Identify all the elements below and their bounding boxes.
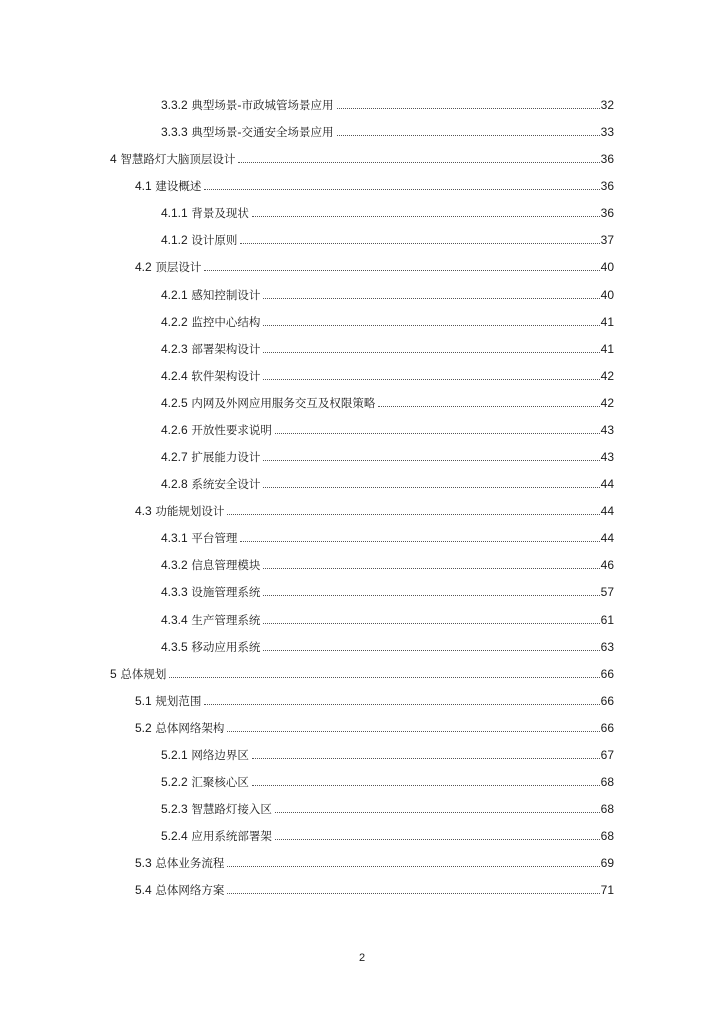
toc-entry-number: 4 [110, 152, 117, 166]
toc-entry-title: 建设概述 [155, 179, 202, 193]
toc-entry-label [135, 694, 203, 708]
dot-leader [204, 270, 599, 271]
dot-leader [263, 650, 599, 651]
toc-entry-label [161, 450, 262, 464]
toc-entry[interactable] [135, 717, 614, 735]
dot-leader [252, 758, 600, 759]
dot-leader [337, 135, 600, 136]
toc-entry-number: 5 [110, 667, 117, 681]
page-number: 2 [358, 952, 366, 964]
toc-entry-number: 4.3.2 [161, 558, 188, 572]
toc-entry-number: 4.2.3 [161, 342, 188, 356]
toc-entry-title: 信息管理模块 [191, 558, 261, 572]
toc-entry-title: 典型场景-交通安全场景应用 [191, 125, 334, 139]
dot-leader [227, 731, 599, 732]
toc-entry[interactable] [110, 663, 614, 681]
toc-entry-number: 4.2.8 [161, 477, 188, 491]
toc-entry-number: 4.2.1 [161, 288, 188, 302]
toc-entry-page: 43 [600, 450, 614, 464]
toc-entry-page: 32 [600, 98, 614, 112]
toc-entry-title: 功能规划设计 [155, 504, 225, 518]
dot-leader [275, 433, 600, 434]
toc-entry-title: 扩展能力设计 [191, 450, 261, 464]
toc-entry[interactable] [161, 202, 614, 220]
toc-entry[interactable] [161, 121, 614, 139]
toc-entry-title: 平台管理 [191, 531, 238, 545]
toc-entry[interactable] [161, 554, 614, 572]
toc-entry-title: 感知控制设计 [191, 288, 261, 302]
toc-entry-number: 4.2.2 [161, 315, 188, 329]
toc-entry-label [135, 883, 226, 897]
dot-leader [263, 623, 599, 624]
toc-entry[interactable] [161, 419, 614, 437]
toc-entry-page: 67 [600, 748, 614, 762]
dot-leader [204, 704, 599, 705]
toc-entry-label [161, 748, 251, 762]
toc-entry-page: 57 [600, 585, 614, 599]
toc-entry-title: 开放性要求说明 [191, 423, 272, 437]
dot-leader [263, 595, 599, 596]
toc-entry[interactable] [161, 365, 614, 383]
toc-entry[interactable] [161, 229, 614, 247]
toc-entry[interactable] [110, 148, 614, 166]
dot-leader [263, 379, 599, 380]
toc-entry[interactable] [135, 852, 614, 870]
toc-entry[interactable] [161, 338, 614, 356]
toc-entry-number: 3.3.3 [161, 125, 188, 139]
toc-entry-page: 46 [600, 558, 614, 572]
dot-leader [238, 162, 599, 163]
toc-entry-label [161, 829, 274, 843]
dot-leader [263, 568, 599, 569]
toc-entry-label [161, 233, 239, 247]
toc-entry[interactable] [135, 690, 614, 708]
dot-leader [263, 298, 599, 299]
toc-entry-number: 4.1.1 [161, 206, 188, 220]
toc-entry[interactable] [161, 581, 614, 599]
toc-entry-label [161, 585, 262, 599]
toc-entry-page: 36 [600, 152, 614, 166]
toc-entry-page: 36 [600, 179, 614, 193]
toc-entry[interactable] [135, 175, 614, 193]
toc-entry-page: 63 [600, 640, 614, 654]
dot-leader [275, 839, 600, 840]
toc-entry-title: 设施管理系统 [191, 585, 261, 599]
toc-entry-page: 44 [600, 504, 614, 518]
toc-entry-number: 5.4 [135, 883, 152, 897]
toc-entry-page: 37 [600, 233, 614, 247]
toc-entry-label [161, 531, 239, 545]
toc-entry-number: 5.2.4 [161, 829, 188, 843]
toc-entry-page: 42 [600, 396, 614, 410]
toc-entry-number: 4.2.6 [161, 423, 188, 437]
toc-entry-title: 软件架构设计 [191, 369, 261, 383]
toc-entry-label [110, 667, 168, 681]
toc-entry[interactable] [161, 609, 614, 627]
toc-entry[interactable] [161, 527, 614, 545]
toc-entry-label [135, 179, 203, 193]
toc-entry-title: 总体网络架构 [155, 721, 225, 735]
toc-entry-title: 内网及外网应用服务交互及权限策略 [191, 396, 376, 410]
toc-entry-title: 监控中心结构 [191, 315, 261, 329]
toc-entry-label [161, 423, 274, 437]
toc-entry-title: 背景及现状 [191, 206, 249, 220]
toc-entry[interactable] [161, 636, 614, 654]
toc-entry-label [161, 396, 377, 410]
toc-entry-number: 3.3.2 [161, 98, 188, 112]
toc-entry-number: 4.2 [135, 260, 152, 274]
toc-entry-page: 68 [600, 829, 614, 843]
dot-leader [204, 189, 599, 190]
toc-entry-title: 智慧路灯接入区 [191, 802, 272, 816]
toc-entry-label [161, 315, 262, 329]
toc-entry-title: 设计原则 [191, 233, 238, 247]
dot-leader [263, 487, 599, 488]
toc-entry-title: 典型场景-市政城管场景应用 [191, 98, 334, 112]
dot-leader [275, 812, 600, 813]
toc-entry-label [161, 558, 262, 572]
dot-leader [252, 216, 600, 217]
toc-entry-label [161, 125, 336, 139]
toc-entry-page: 69 [600, 856, 614, 870]
toc-entry-number: 5.2 [135, 721, 152, 735]
dot-leader [337, 108, 600, 109]
dot-leader [240, 541, 599, 542]
dot-leader [263, 460, 599, 461]
toc-entry-label [135, 721, 226, 735]
toc-entry-label [161, 477, 262, 491]
toc-entry-title: 总体网络方案 [155, 883, 225, 897]
toc-entry-label [161, 613, 262, 627]
toc-entry[interactable] [161, 825, 614, 843]
toc-entry-number: 4.2.4 [161, 369, 188, 383]
toc-entry-label [135, 504, 226, 518]
toc-entry-title: 总体业务流程 [155, 856, 225, 870]
toc-entry-title: 网络边界区 [191, 748, 249, 762]
toc-entry-page: 42 [600, 369, 614, 383]
toc-entry-page: 61 [600, 613, 614, 627]
toc-entry[interactable] [135, 500, 614, 518]
toc-entry-page: 66 [600, 667, 614, 681]
dot-leader [227, 893, 599, 894]
toc-entry[interactable] [161, 446, 614, 464]
dot-leader [263, 325, 599, 326]
dot-leader [263, 352, 599, 353]
toc-entry-page: 41 [600, 342, 614, 356]
toc-entry-number: 5.2.1 [161, 748, 188, 762]
toc-entry-title: 系统安全设计 [191, 477, 261, 491]
dot-leader [240, 243, 599, 244]
toc-entry-number: 4.1.2 [161, 233, 188, 247]
toc-entry-number: 5.2.2 [161, 775, 188, 789]
toc-entry-number: 4.3.3 [161, 585, 188, 599]
toc-entry-title: 规划范围 [155, 694, 202, 708]
toc-entry-number: 4.3.4 [161, 613, 188, 627]
toc-entry-title: 应用系统部署架 [191, 829, 272, 843]
toc-entry-number: 4.1 [135, 179, 152, 193]
toc-entry-label [161, 98, 336, 112]
toc-entry-label [161, 342, 262, 356]
toc-entry-label [161, 206, 251, 220]
toc-entry-page: 40 [600, 260, 614, 274]
toc-entry-title: 智慧路灯大脑顶层设计 [120, 152, 236, 166]
toc-entry-page: 68 [600, 802, 614, 816]
toc-entry[interactable] [161, 771, 614, 789]
toc-entry-label [161, 369, 262, 383]
toc-entry[interactable] [161, 311, 614, 329]
toc-entry-number: 5.1 [135, 694, 152, 708]
toc-entry-page: 44 [600, 531, 614, 545]
toc-entry-page: 71 [600, 883, 614, 897]
toc-entry[interactable] [161, 284, 614, 302]
toc-entry-title: 生产管理系统 [191, 613, 261, 627]
toc-entry-page: 44 [600, 477, 614, 491]
dot-leader [227, 514, 599, 515]
toc-entry-title: 移动应用系统 [191, 640, 261, 654]
toc-entry-label [161, 640, 262, 654]
dot-leader [378, 406, 599, 407]
toc-entry-label [135, 260, 203, 274]
toc-entry-page: 33 [600, 125, 614, 139]
toc-entry-number: 5.3 [135, 856, 152, 870]
toc-entry-number: 4.3.5 [161, 640, 188, 654]
toc-entry[interactable] [161, 798, 614, 816]
toc-entry-page: 40 [600, 288, 614, 302]
toc-entry-title: 部署架构设计 [191, 342, 261, 356]
toc-entry-label [135, 856, 226, 870]
toc-entry-number: 4.3.1 [161, 531, 188, 545]
toc-entry[interactable] [135, 256, 614, 274]
dot-leader [169, 677, 599, 678]
toc-entry-title: 总体规划 [120, 667, 167, 681]
toc-entry-page: 43 [600, 423, 614, 437]
toc-entry[interactable] [135, 879, 614, 897]
toc-entry[interactable] [161, 94, 614, 112]
toc-entry-number: 4.2.5 [161, 396, 188, 410]
toc-entry-page: 68 [600, 775, 614, 789]
toc-entry-label [110, 152, 237, 166]
toc-entry-number: 4.3 [135, 504, 152, 518]
toc-entry[interactable] [161, 473, 614, 491]
toc-entry-page: 66 [600, 694, 614, 708]
toc-entry-label [161, 775, 251, 789]
toc-entry-number: 4.2.7 [161, 450, 188, 464]
toc-entry-page: 66 [600, 721, 614, 735]
toc-entry-title: 汇聚核心区 [191, 775, 249, 789]
dot-leader [252, 785, 600, 786]
toc-entry-title: 顶层设计 [155, 260, 202, 274]
toc-entry-label [161, 288, 262, 302]
toc-entry-page: 36 [600, 206, 614, 220]
toc-entry-label [161, 802, 274, 816]
toc-entry-number: 5.2.3 [161, 802, 188, 816]
toc-entry-page: 41 [600, 315, 614, 329]
toc-entry[interactable] [161, 392, 614, 410]
dot-leader [227, 866, 599, 867]
toc-entry[interactable] [161, 744, 614, 762]
